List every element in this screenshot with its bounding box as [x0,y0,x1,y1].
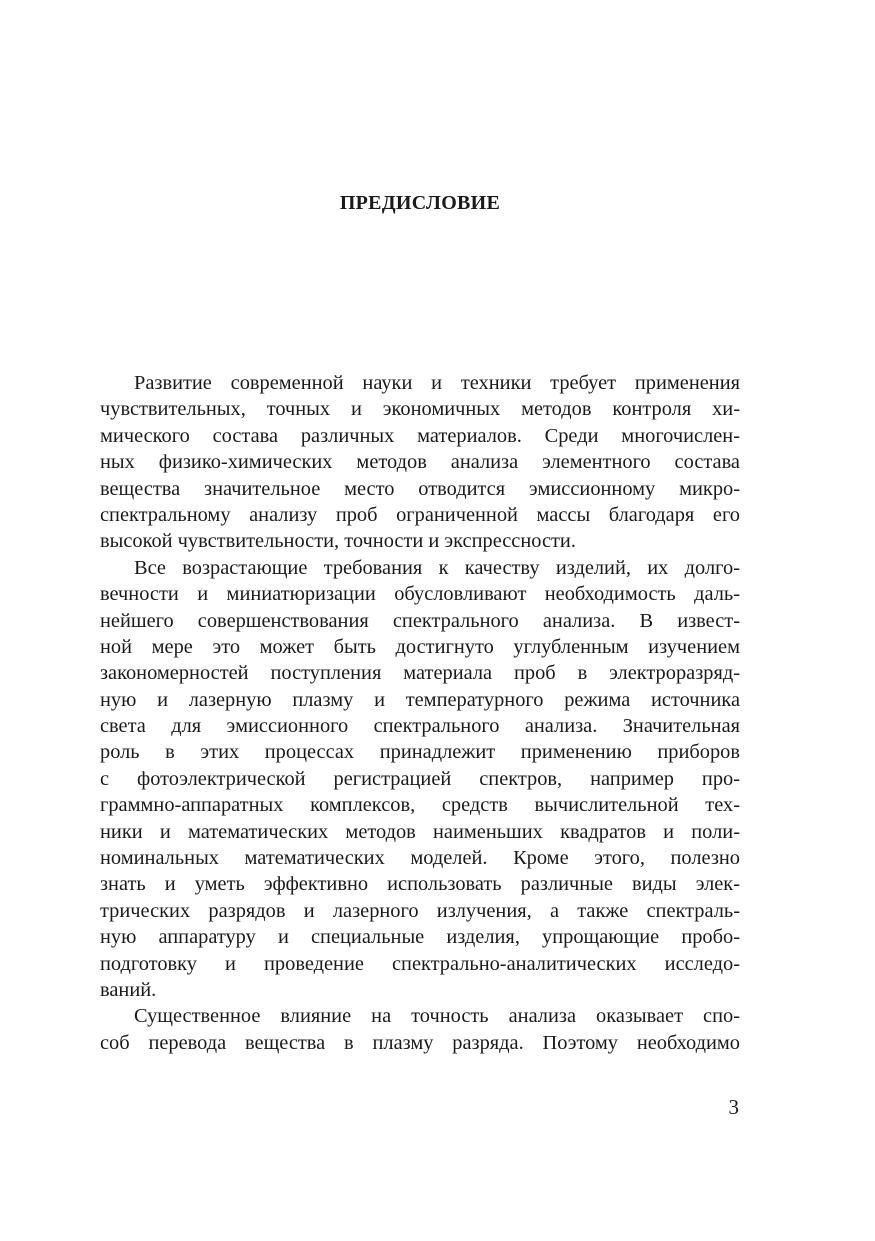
text-line: подготовку и проведение спектрально-аналитических исследо- [100,952,740,975]
text-line: закономерностей поступления материала проб в электроразряд- [100,662,740,685]
text-line: ную аппаратуру и специальные изделия, упрощающие пробо- [100,926,740,949]
text-line: ную и лазерную плазму и температурного режима источника [100,688,740,711]
text-line: знать и уметь эффективно использовать различные виды элек- [100,873,740,896]
text-line: граммно-аппаратных комплексов, средств вычислительной тех- [100,794,740,817]
text-line: ной мере это может быть достигнуто углубленным изучением [100,635,740,658]
text-line: мического состава различных материалов. Среди многочислен- [100,424,740,447]
text-line: Все возрастающие требования к качеству изделий, их долго- [134,556,740,579]
text-line: ных физико-химических методов анализа элементного состава [100,451,740,474]
text-line: с фотоэлектрической регистрацией спектров, например про- [100,767,740,790]
text-line: света для эмиссионного спектрального анализа. Значительная [100,715,740,738]
text-line: Развитие современной науки и техники требует применения [134,372,740,394]
paragraph [100,555,740,1004]
text-line: вещества значительное место отводится эмиссионному микро- [100,477,740,500]
text-line: номинальных математических моделей. Кроме этого, полезно [100,847,740,870]
text-line: спектральному анализу проб ограниченной массы благодаря его [100,503,740,526]
text-line: вечности и миниатюризации обусловливают необходимость даль- [100,583,740,606]
text-line: трических разрядов и лазерного излучения, а также спектраль- [100,899,740,922]
text-line: высокой чувствительности, точности и экспрессности. [100,530,576,553]
body-text [100,370,740,1056]
text-line: соб перевода вещества в плазму разряда. Поэтому необходимо [100,1031,740,1054]
page-title: ПРЕДИСЛОВИЕ [339,192,501,214]
text-line: Существенное влияние на точность анализа оказывает спо- [134,1005,740,1028]
text-line: нейшего совершенствования спектрального анализа. В извест- [100,609,740,632]
text-line: роль в этих процессах принадлежит применению приборов [100,741,740,764]
text-line: ваний. [100,978,157,1001]
text-line: чувствительных, точных и экономичных методов контроля хи- [100,398,740,421]
paragraph [100,370,740,555]
text-line: ники и математических методов наименьших квадратов и поли- [100,820,740,843]
page-number: 3 [728,1095,739,1119]
paragraph [100,1003,740,1056]
